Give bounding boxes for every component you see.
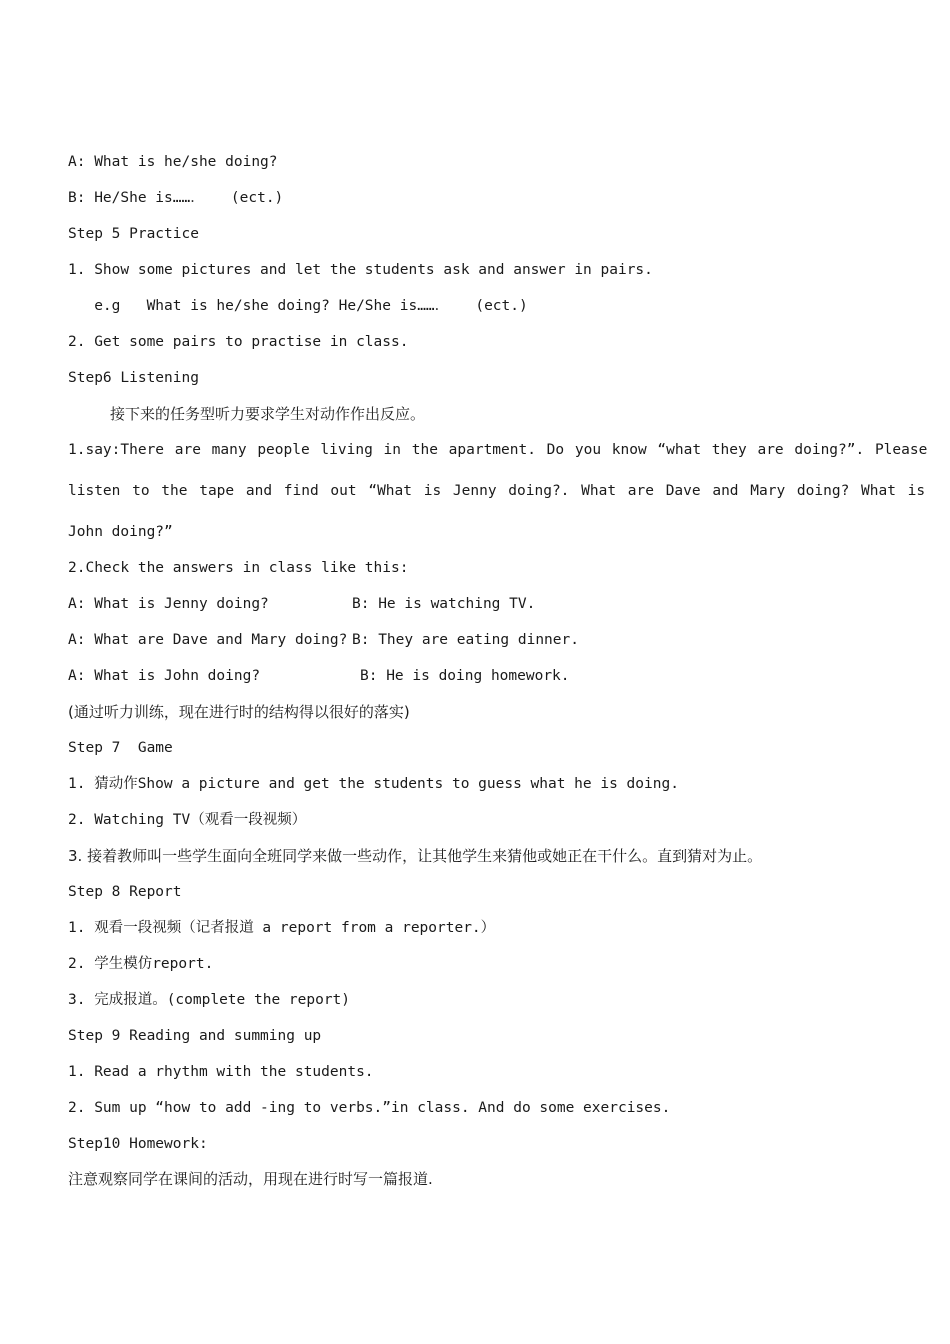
step-10-heading: Step10 Homework: bbox=[68, 1136, 208, 1152]
game-item-2: 2. Watching TV（观看一段视频） bbox=[68, 812, 307, 828]
listening-note: (通过听力训练，现在进行时的结构得以很好的落实) bbox=[68, 703, 410, 721]
check-question-3: A: What is John doing? bbox=[68, 668, 261, 684]
check-question-1: A: What is Jenny doing? bbox=[68, 596, 269, 612]
check-question-2: A: What are Dave and Mary doing? bbox=[68, 632, 348, 648]
step-7-heading: Step 7 Game bbox=[68, 740, 173, 756]
report-item-3: 3. 完成报道。(complete the report) bbox=[68, 992, 351, 1008]
step-5-heading: Step 5 Practice bbox=[68, 226, 199, 242]
dialogue-line-a: A: What is he/she doing? bbox=[68, 154, 278, 170]
step-8-heading: Step 8 Report bbox=[68, 884, 182, 900]
step-9-heading: Step 9 Reading and summing up bbox=[68, 1028, 322, 1044]
practice-example: e.g What is he/she doing? He/She is……． (ect.) bbox=[68, 298, 528, 314]
check-answer-2: B: They are eating dinner. bbox=[352, 632, 579, 648]
practice-item-2: 2. Get some pairs to practise in class. bbox=[68, 334, 409, 350]
practice-item-1: 1. Show some pictures and let the students ask and answer in pairs. bbox=[68, 262, 653, 278]
homework-text: 注意观察同学在课间的活动，用现在进行时写一篇报道. bbox=[68, 1170, 433, 1188]
game-item-3: 3. 接着教师叫一些学生面向全班同学来做一些动作，让其他学生来猜他或她正在干什么。直到猜对为止。 bbox=[68, 847, 763, 865]
report-item-2: 2. 学生模仿report. bbox=[68, 956, 214, 972]
check-answer-3: B: He is doing homework. bbox=[360, 668, 570, 684]
listening-item-1-line-1: 1.say:There are many people living in the apartment. Do you know “what they are doing?”. Please bbox=[68, 442, 928, 458]
reading-item-2: 2. Sum up “how to add -ing to verbs.”in class. And do some exercises. bbox=[68, 1100, 671, 1116]
dialogue-line-b: B: He/She is……． (ect.) bbox=[68, 190, 284, 206]
listening-intro: 接下来的任务型听力要求学生对动作作出反应。 bbox=[110, 405, 426, 423]
listening-item-1-line-2: listen to the tape and find out “What is Jenny doing?. What are Dave and Mary doing? What is bbox=[68, 483, 926, 499]
step-6-heading: Step6 Listening bbox=[68, 370, 199, 386]
check-answer-1: B: He is watching TV. bbox=[352, 596, 536, 612]
listening-item-2: 2.Check the answers in class like this: bbox=[68, 560, 409, 576]
listening-item-1-line-3: John doing?” bbox=[68, 524, 173, 540]
report-item-1: 1. 观看一段视频（记者报道 a report from a reporter.） bbox=[68, 920, 496, 936]
reading-item-1: 1. Read a rhythm with the students. bbox=[68, 1064, 374, 1080]
game-item-1: 1. 猜动作Show a picture and get the students to guess what he is doing. bbox=[68, 776, 679, 792]
